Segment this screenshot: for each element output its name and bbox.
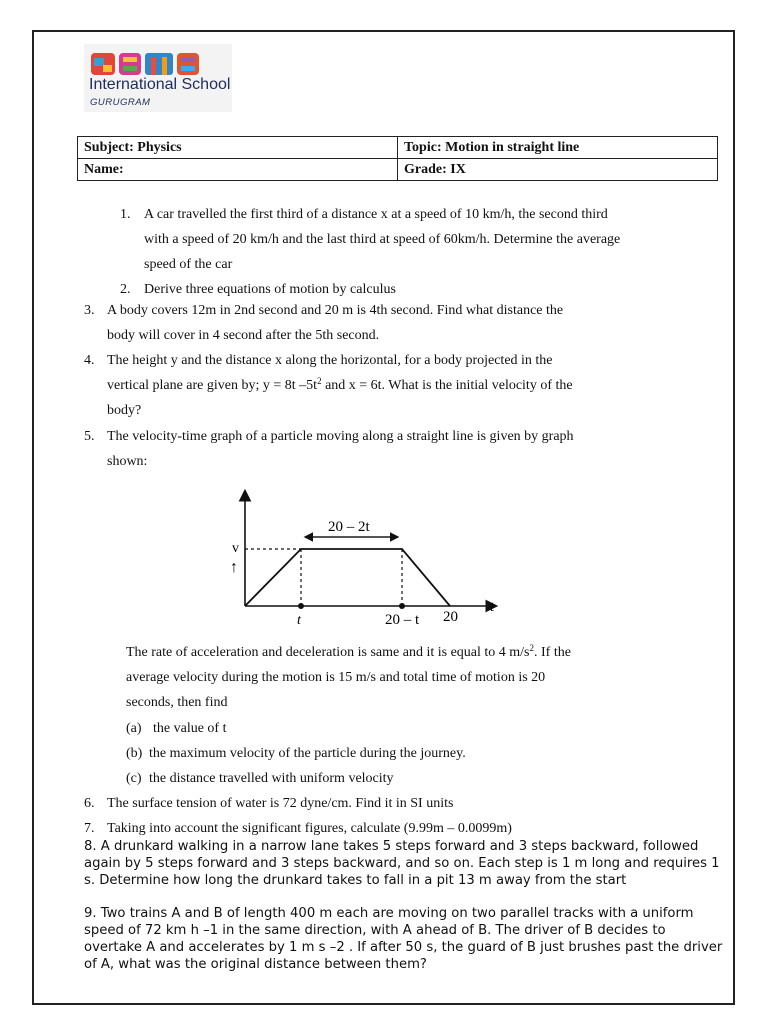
q3-line-2: body will cover in 4 second after the 5th second.	[107, 328, 380, 343]
q2-number: 2.	[120, 282, 131, 297]
q4-line-2a: vertical plane are given by; y = 8t –5t	[107, 378, 318, 393]
q1-number: 1.	[120, 207, 131, 222]
q4-number: 4.	[84, 353, 95, 368]
school-name: International School	[89, 76, 231, 93]
q4-line-3: body?	[107, 403, 142, 418]
q9-line-4: of A, what was the original distance between them?	[84, 957, 427, 972]
20-tick-label: 20	[443, 609, 458, 625]
q3-number: 3.	[84, 303, 95, 318]
q4-line-2b: and x = 6t. What is the initial velocity of the	[321, 378, 573, 393]
q5-number: 5.	[84, 429, 95, 444]
q5b-text: the maximum velocity of the particle during the journey.	[149, 746, 466, 761]
point-20mt	[399, 603, 405, 609]
q9-line-1: 9. Two trains A and B of length 400 m each are moving on two parallel tracks with a uniform	[84, 906, 694, 921]
q5c-text: the distance travelled with uniform velocity	[149, 771, 394, 786]
q8-line-1: 8. A drunkard walking in a narrow lane takes 5 steps forward and 3 steps backward, followed	[84, 839, 699, 854]
q5-para-line-1b: . If the	[534, 645, 571, 660]
q5a-label: (a)	[126, 721, 142, 736]
velocity-time-graph	[222, 484, 504, 630]
q5-line-2: shown:	[107, 454, 148, 469]
school-city: GURUGRAM	[90, 97, 151, 108]
q3-line-1: A body covers 12m in 2nd second and 20 m is 4th second. Find what distance the	[107, 303, 564, 318]
q8-line-3: s. Determine how long the drunkard takes to fall in a pit 13 m away from the start	[84, 873, 627, 888]
v-label: v	[232, 541, 239, 556]
q5-para-line-3: seconds, then find	[126, 695, 228, 710]
q5-para-line-1a: The rate of acceleration and deceleration is same and it is equal to 4 m/s	[126, 645, 530, 660]
q8-line-2: again by 5 steps forward and 3 steps backward, and so on. Each step is 1 m long and requires 1	[84, 856, 720, 871]
q9-line-3: overtake A and accelerates by 1 m s –2 . If after 50 s, the guard of B just brushes past the driver	[84, 940, 723, 955]
point-t	[298, 603, 304, 609]
q5-para-line-2: average velocity during the motion is 15 m/s and total time of motion is 20	[126, 670, 546, 685]
q9-line-2: speed of 72 km h –1 in the same direction, with A ahead of B. The driver of B decides to	[84, 923, 666, 938]
q5-para-line-1	[126, 640, 571, 665]
school-logo	[84, 44, 232, 112]
grade-cell: Grade: IX	[398, 159, 718, 181]
q5b-label: (b)	[126, 746, 143, 761]
q1-line-3: speed of the car	[144, 257, 233, 272]
q5-line-1: The velocity-time graph of a particle moving along a straight line is given by graph	[107, 429, 574, 444]
subject-cell: Subject: Physics	[78, 137, 398, 159]
q5a-text: the value of t	[153, 721, 227, 736]
t-tick-label: t	[297, 613, 301, 628]
q1-line-2: with a speed of 20 km/h and the last third at speed of 60km/h. Determine the average	[144, 232, 621, 247]
q4-line-1: The height y and the distance x along the horizontal, for a body projected in the	[107, 353, 553, 368]
q1-line-1: A car travelled the first third of a distance x at a speed of 10 km/h, the second third	[144, 207, 608, 222]
q2-text: Derive three equations of motion by calculus	[144, 282, 396, 297]
q5c-label: (c)	[126, 771, 142, 786]
q7-text: Taking into account the significant figures, calculate (9.99m – 0.0099m)	[107, 821, 512, 836]
20mt-tick-label: 20 – t	[385, 612, 420, 628]
q4-line-2	[107, 373, 573, 398]
gems-logo-icon	[89, 51, 201, 77]
header-table	[77, 136, 718, 181]
x-axis-label: t	[490, 599, 495, 615]
topic-cell: Topic: Motion in straight line	[398, 137, 718, 159]
q6-text: The surface tension of water is 72 dyne/cm. Find it in SI units	[107, 796, 454, 811]
q7-number: 7.	[84, 821, 95, 836]
velocity-curve	[245, 549, 450, 606]
q6-number: 6.	[84, 796, 95, 811]
q5-para-exponent: 2	[529, 643, 535, 653]
name-cell: Name:	[78, 159, 398, 181]
duration-label: 20 – 2t	[328, 519, 370, 535]
v-up-arrow: ↑	[230, 559, 238, 576]
q4-exponent: 2	[317, 376, 322, 386]
